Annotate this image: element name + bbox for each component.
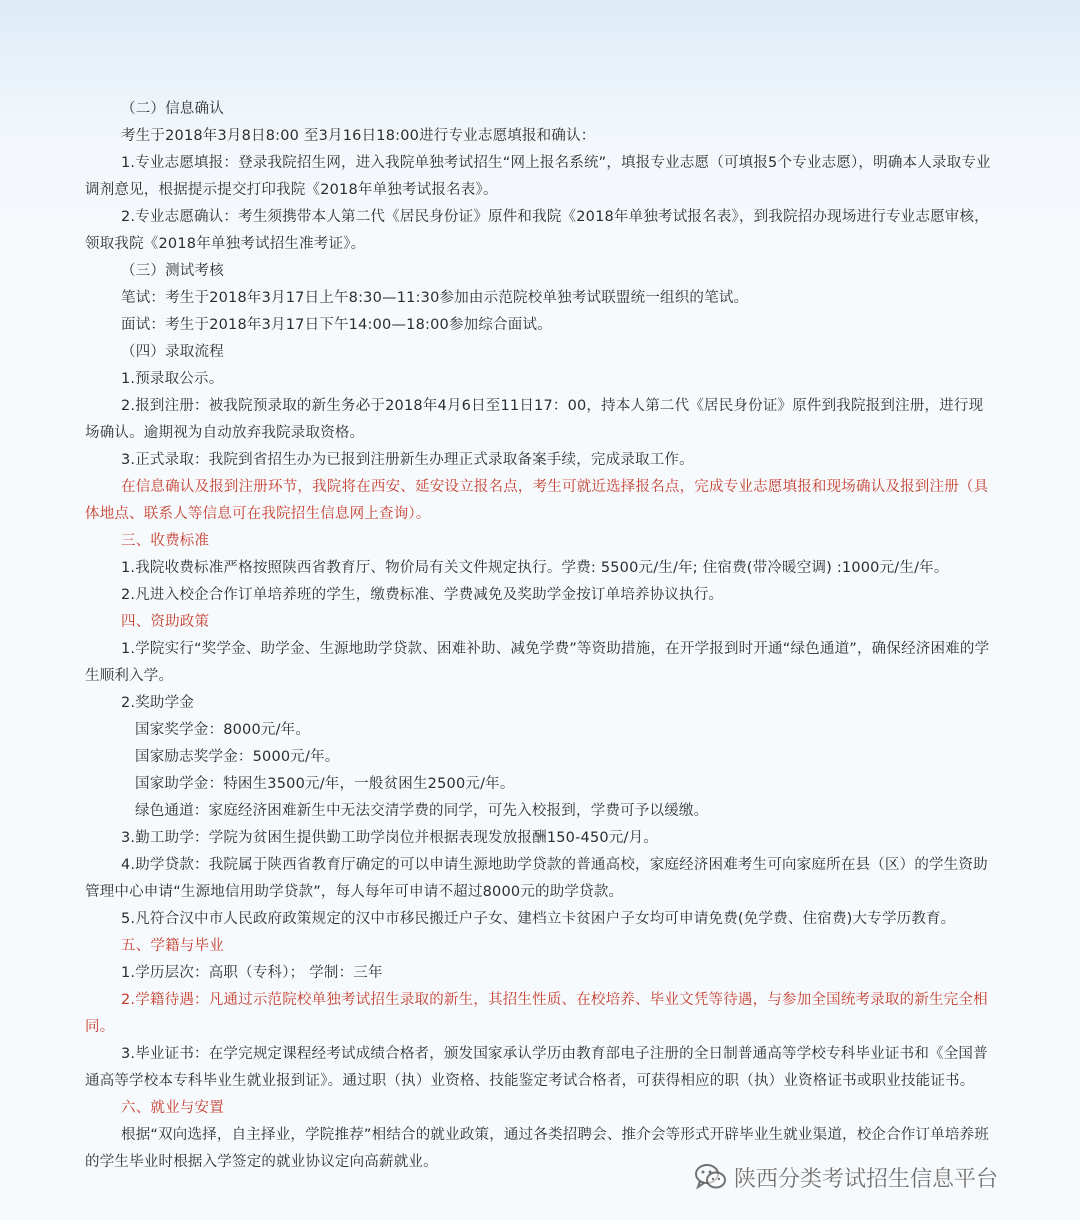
paragraph: （三）测试考核 xyxy=(121,263,224,279)
paragraph: 4.助学贷款：我院属于陕西省教育厅确定的可以申请生源地助学贷款的普通高校，家庭经济困难考生可向家庭所在县（区）的学生资助管理中心申请“生源地信用助学贷款”，每人每年可申请不超过8000元的助学贷款。 xyxy=(85,857,988,900)
paragraph: 2.奖助学金 xyxy=(121,695,195,711)
paragraph: 1.专业志愿填报：登录我院招生网，进入我院单独考试招生“网上报名系统”，填报专业志愿（可填报5个专业志愿），明确本人录取专业调剂意见，根据提示提交打印我院《2018年单独考试报名表》。 xyxy=(85,155,991,198)
paragraph: 国家奖学金：8000元/年。 xyxy=(135,722,311,738)
section-heading: 五、学籍与毕业 xyxy=(121,938,224,954)
section-heading: 四、资助政策 xyxy=(121,614,210,630)
paragraph: 3.毕业证书：在学完规定课程经考试成绩合格者，颁发国家承认学历由教育部电子注册的全日制普通高等学校专科毕业证书和《全国普通高等学校本专科毕业生就业报到证》。通过职（执）业资格、技能鉴定考试合格者，可获得相应的职（执）业资格证书或职业技能证书。 xyxy=(85,1046,988,1089)
section-heading: 三、收费标准 xyxy=(121,533,210,549)
paragraph: （二）信息确认 xyxy=(121,101,224,117)
paragraph: （四）录取流程 xyxy=(121,344,224,360)
paragraph: 3.勤工助学：学院为贫困生提供勤工助学岗位并根据表现发放报酬150-450元/月。 xyxy=(121,830,659,846)
paragraph: 3.正式录取：我院到省招生办为已报到注册新生办理正式录取备案手续，完成录取工作。 xyxy=(121,452,694,468)
paragraph: 5.凡符合汉中市人民政府政策规定的汉中市移民搬迁户子女、建档立卡贫困户子女均可申请免费(免学费、住宿费)大专学历教育。 xyxy=(121,911,956,927)
paragraph: 2.报到注册：被我院预录取的新生务必于2018年4月6日至11日17：00，持本人第二代《居民身份证》原件到我院报到注册，进行现场确认。逾期视为自动放弃我院录取资格。 xyxy=(85,398,984,441)
paragraph: 2.专业志愿确认：考生须携带本人第二代《居民身份证》原件和我院《2018年单独考试报名表》，到我院招办现场进行专业志愿审核，领取我院《2018年单独考试招生准考证》。 xyxy=(85,209,989,252)
paragraph: 2.学籍待遇：凡通过示范院校单独考试招生录取的新生，其招生性质、在校培养、毕业文凭等待遇，与参加全国统考录取的新生完全相同。 xyxy=(85,992,988,1035)
paragraph: 2.凡进入校企合作订单培养班的学生，缴费标准、学费减免及奖助学金按订单培养协议执行。 xyxy=(121,587,724,603)
watermark-text: 陕西分类考试招生信息平台 xyxy=(734,1166,999,1192)
paragraph: 国家励志奖学金：5000元/年。 xyxy=(135,749,340,765)
paragraph: 考生于2018年3月8日8:00 至3月16日18:00进行专业志愿填报和确认： xyxy=(121,128,596,144)
paragraph: 面试：考生于2018年3月17日下午14:00—18:00参加综合面试。 xyxy=(121,317,552,333)
paragraph: 1.预录取公示。 xyxy=(121,371,224,387)
document-body xyxy=(85,96,997,1176)
paragraph: 绿色通道：家庭经济困难新生中无法交清学费的同学，可先入校报到，学费可予以缓缴。 xyxy=(135,803,709,819)
paragraph: 在信息确认及报到注册环节，我院将在西安、延安设立报名点，考生可就近选择报名点，完成专业志愿填报和现场确认及报到注册（具体地点、联系人等信息可在我院招生信息网上查询）。 xyxy=(85,479,989,522)
section-heading: 六、就业与安置 xyxy=(121,1100,224,1116)
paragraph: 1.我院收费标准严格按照陕西省教育厅、物价局有关文件规定执行。学费: 5500元/生/年; 住宿费(带冷暖空调) :1000元/生/年。 xyxy=(121,560,949,576)
paragraph: 国家助学金：特困生3500元/年，一般贫困生2500元/年。 xyxy=(135,776,515,792)
paragraph: 1.学院实行“奖学金、助学金、生源地助学贷款、困难补助、减免学费”等资助措施，在开学报到时开通“绿色通道”，确保经济困难的学生顺利入学。 xyxy=(85,641,990,684)
paragraph: 笔试：考生于2018年3月17日上午8:30—11:30参加由示范院校单独考试联盟统一组织的笔试。 xyxy=(121,290,749,306)
paragraph: 1.学历层次：高职（专科）； 学制：三年 xyxy=(121,965,383,981)
paragraph: 根据“双向选择，自主择业，学院推荐”相结合的就业政策，通过各类招聘会、推介会等形式开辟毕业生就业渠道，校企合作订单培养班的学生毕业时根据入学签定的就业协议定向高薪就业。 xyxy=(85,1127,990,1170)
